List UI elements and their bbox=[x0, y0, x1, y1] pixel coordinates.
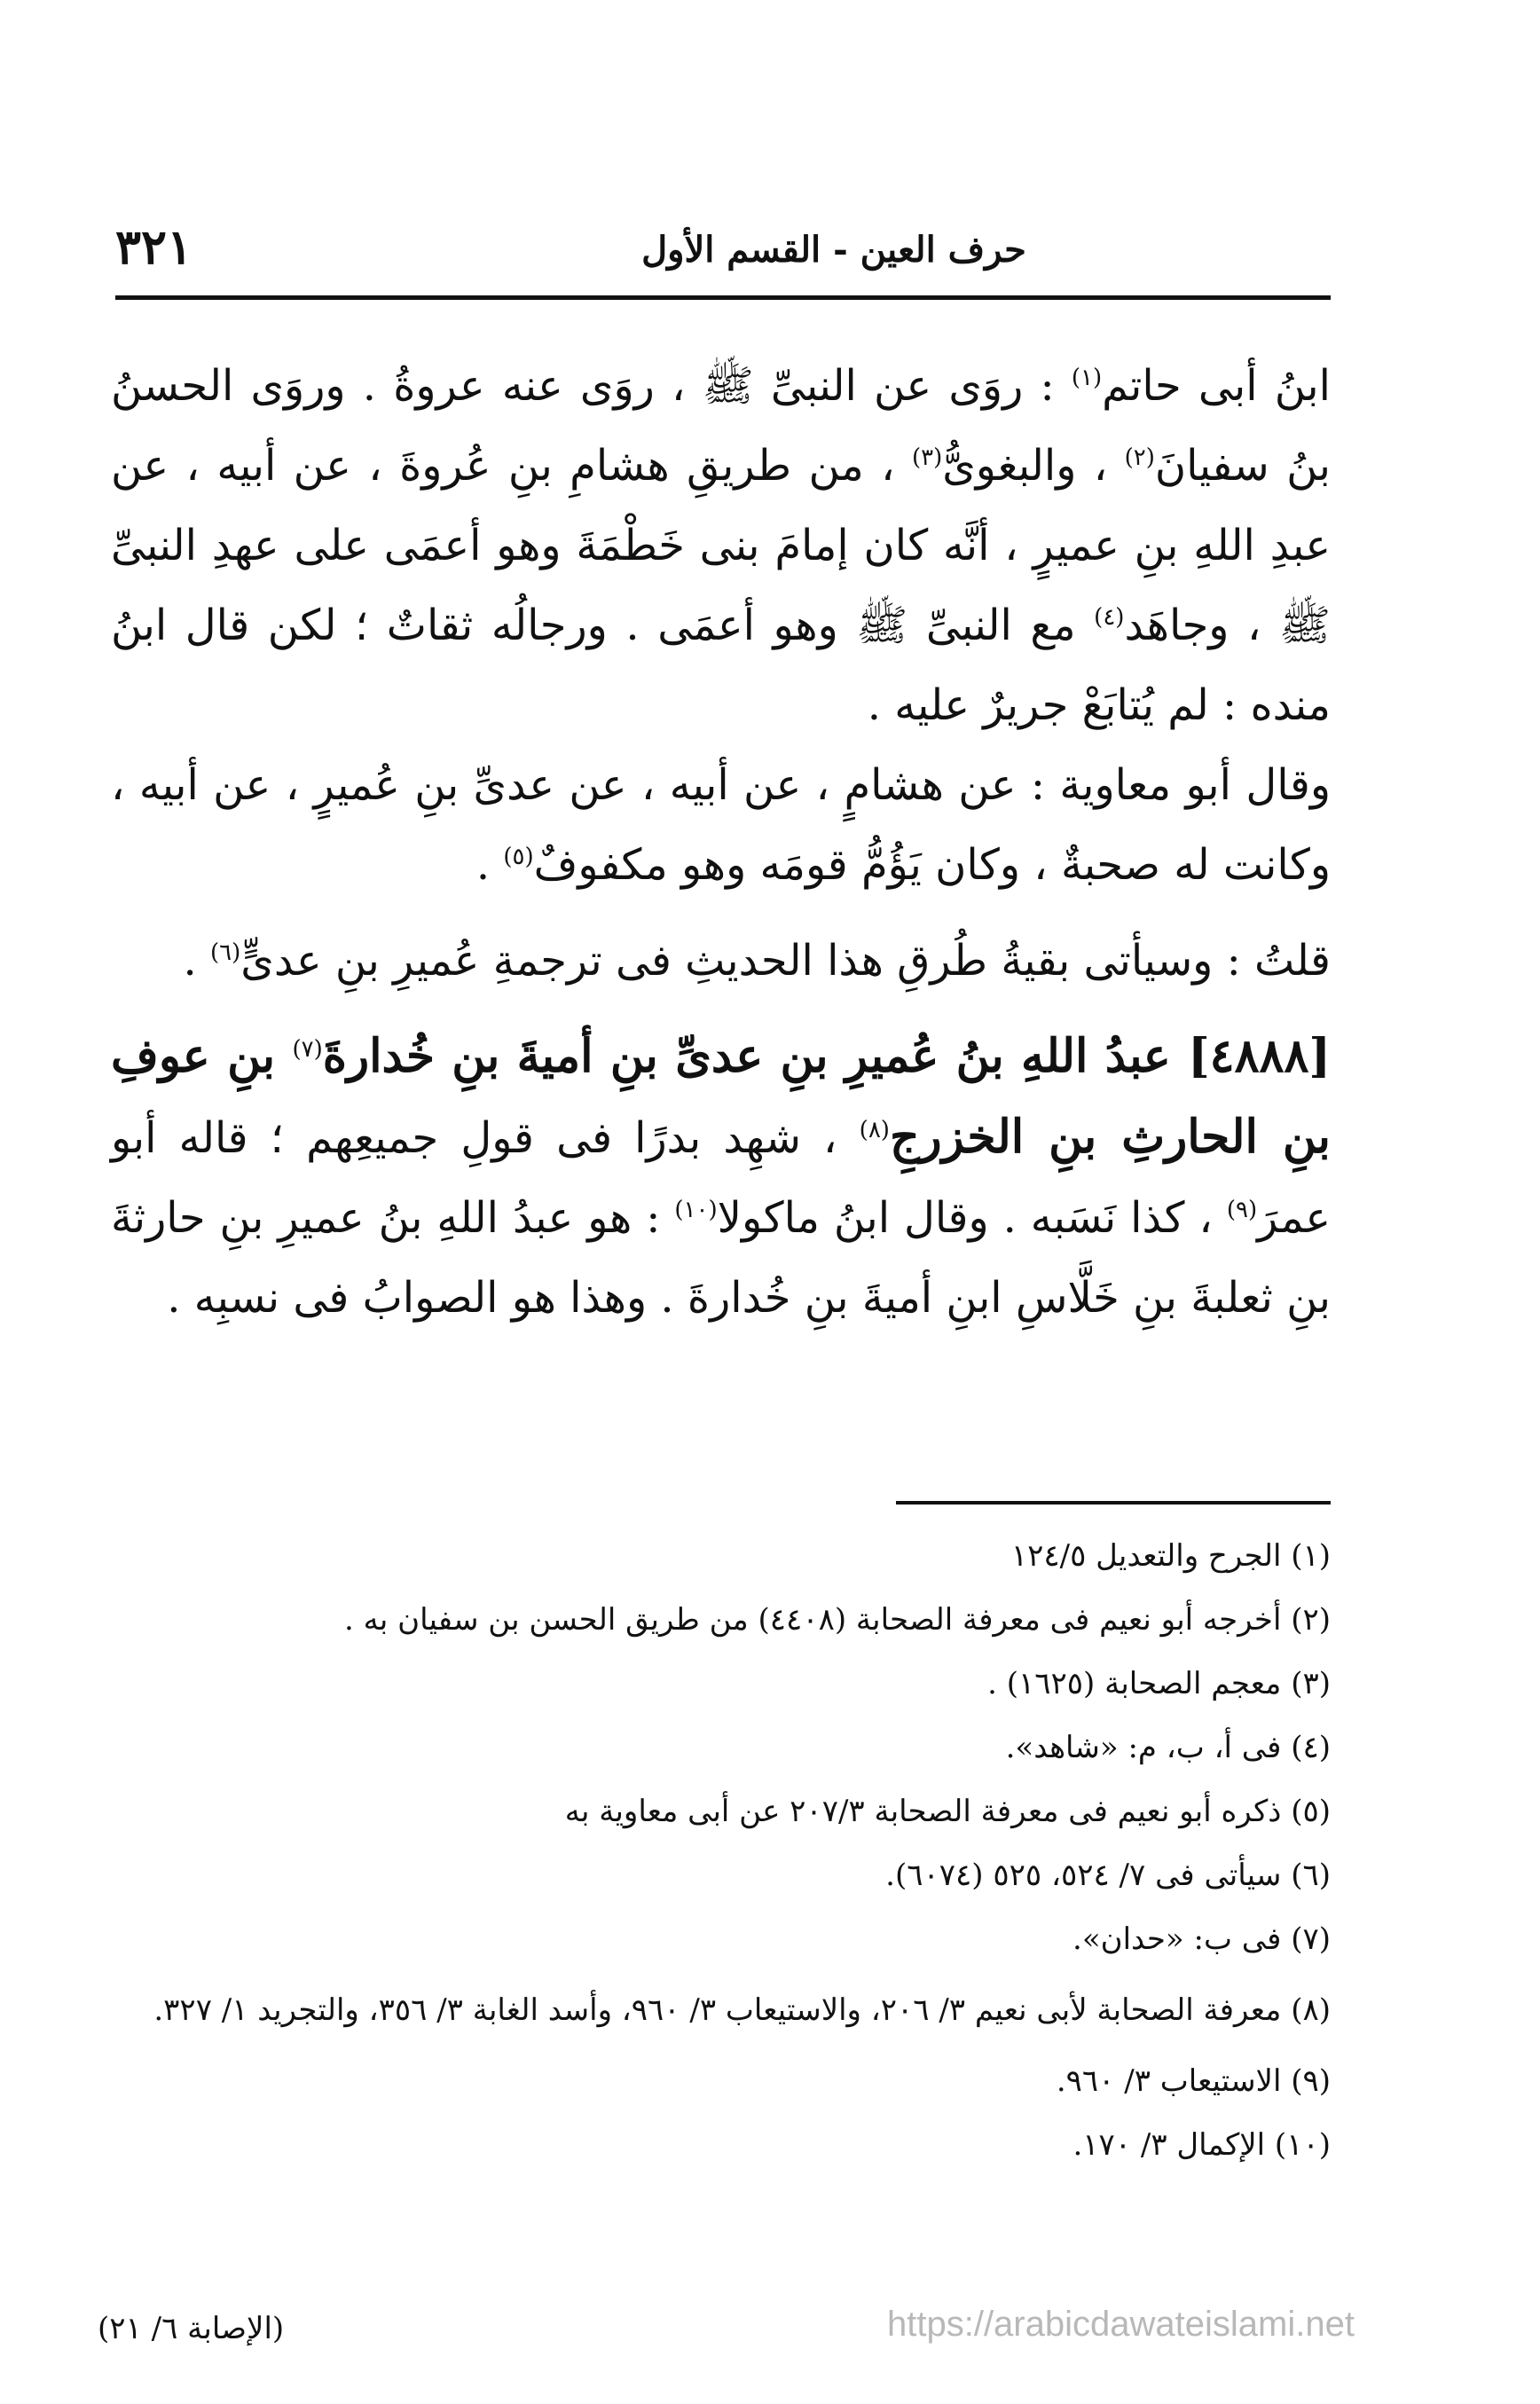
footnote-item: (٥) ذكره أبو نعيم فى معرفة الصحابة ٢٠٧/٣ عن أبى معاوية به bbox=[564, 1794, 1331, 1829]
text-run: ، والبغوىُّ bbox=[942, 441, 1125, 491]
footnote-ref[interactable]: (٢) bbox=[1124, 444, 1155, 471]
footnote-ref[interactable]: (٣) bbox=[911, 444, 943, 471]
main-text bbox=[111, 346, 1331, 1338]
footnote-ref[interactable]: (٤) bbox=[1094, 604, 1125, 631]
footnote-ref[interactable]: (٥) bbox=[503, 844, 534, 870]
running-title: حرف العين - القسم الأول bbox=[641, 229, 1026, 271]
footnote-item: (٣) معجم الصحابة (١٦٢٥) . bbox=[987, 1666, 1331, 1701]
footnote-ref[interactable]: (٧) bbox=[292, 1036, 323, 1063]
text-run: مع النبىِّ ﷺ وهو أعمَى . ورجالُه ثقاتٌ ؛ لكن قال ابنُ منده : لم يُتابَعْ جريرٌ عليه . bbox=[111, 601, 1331, 730]
footnote-item: (٤) فى أ، ب، م: «شاهد». bbox=[1005, 1730, 1331, 1765]
footnote-item: (٩) الاستيعاب ٣/ ٩٦٠. bbox=[1056, 2063, 1331, 2099]
page-header bbox=[115, 202, 1331, 300]
footnote-item: (٧) فى ب: «حدان». bbox=[1072, 1921, 1331, 1957]
footnote-ref[interactable]: (٨) bbox=[859, 1117, 890, 1143]
footnote-ref[interactable]: (١) bbox=[1071, 365, 1103, 391]
text-run: وقال أبو معاوية : عن هشامٍ ، عن أبيه ، عن عدىِّ بنِ عُميرٍ ، عن أبيه ، وكانت له صحبةٌ ، وكان يَؤُمُّ قومَه وهو مكفوفٌ bbox=[111, 760, 1331, 890]
text-run: ، كذا نَسَبه . وقال ابنُ ماكولا bbox=[717, 1193, 1227, 1243]
text-run: قلتُ : وسيأتى بقيةُ طُرقِ هذا الحديثِ فى ترجمةِ عُميرِ بنِ عدىٍّ bbox=[240, 936, 1331, 986]
footnote-rule bbox=[896, 1501, 1331, 1504]
text-run: . bbox=[475, 840, 504, 890]
text-run: . bbox=[183, 936, 210, 986]
text-run: ابنُ أبى حاتم bbox=[1102, 361, 1331, 411]
footnote-ref[interactable]: (١٠) bbox=[674, 1197, 718, 1223]
footnote-item: (١) الجرح والتعديل ١٢٤/٥ bbox=[1010, 1538, 1331, 1574]
paragraph-1 bbox=[111, 346, 1331, 745]
text-run: : روَى عن النبىِّ ﷺ ، روَى عنه عروةُ . وروَى الحسنُ بنُ سفيانَ bbox=[111, 361, 1331, 491]
footnote-ref[interactable]: (٩) bbox=[1226, 1197, 1258, 1223]
paragraph-3 bbox=[111, 921, 1331, 1001]
footnote-ref[interactable]: (٦) bbox=[209, 939, 241, 966]
text-run: ، شهِد بدرًا فى قولِ جميعِهم ؛ قاله أبو عمرَ bbox=[111, 1113, 1331, 1243]
page-number: ٣٢١ bbox=[115, 218, 193, 275]
footnote-item: (٢) أخرجه أبو نعيم فى معرفة الصحابة (٤٤٠٨) من طريق الحسن بن سفيان به . bbox=[344, 1602, 1331, 1638]
signature-mark: (الإصابة ٦/ ٢١) bbox=[98, 2311, 285, 2346]
paragraph-2 bbox=[111, 745, 1331, 905]
footnote-item: (٨) معرفة الصحابة لأبى نعيم ٣/ ٢٠٦، والاستيعاب ٣/ ٩٦٠، وأسد الغابة ٣/ ٣٥٦، والتجريد ١/ ٣٢٧. bbox=[153, 1992, 1331, 2028]
watermark-url: https://arabicdawateislami.net bbox=[887, 2305, 1355, 2344]
footnotes bbox=[111, 1524, 1331, 2177]
entry-4888 bbox=[111, 1017, 1331, 1338]
header-rule bbox=[115, 295, 1331, 300]
text-run: : هو عبدُ اللهِ بنُ عميرِ بنِ حارثةَ بنِ ثعلبةَ بنِ خَلَّاسِ ابنِ أميةَ بنِ خُدارةَ . وهذا هو الصوابُ فى نسبِه . bbox=[111, 1193, 1331, 1323]
footnote-item: (٦) سيأتى فى ٧/ ٥٢٤، ٥٢٥ (٦٠٧٤). bbox=[885, 1858, 1331, 1893]
footnote-item: (١٠) الإكمال ٣/ ١٧٠. bbox=[1072, 2127, 1331, 2163]
entry-heading: بنِ عوفِ بنِ الحارثِ بنِ الخزرجِ bbox=[111, 1029, 1331, 1164]
entry-heading: [٤٨٨٨] عبدُ اللهِ بنُ عُميرِ بنِ عدىِّ بنِ أميةَ بنِ خُدارةَ bbox=[322, 1029, 1331, 1083]
text-run: ، من طريقِ هشامِ بنِ عُروةَ ، عن أبيه ، عن عبدِ اللهِ بنِ عميرٍ ، أنَّه كان إمامَ بنى خَطْمَةَ وهو أعمَى على عهدِ النبىِّ ﷺ ، وجاهَد bbox=[111, 441, 1331, 650]
